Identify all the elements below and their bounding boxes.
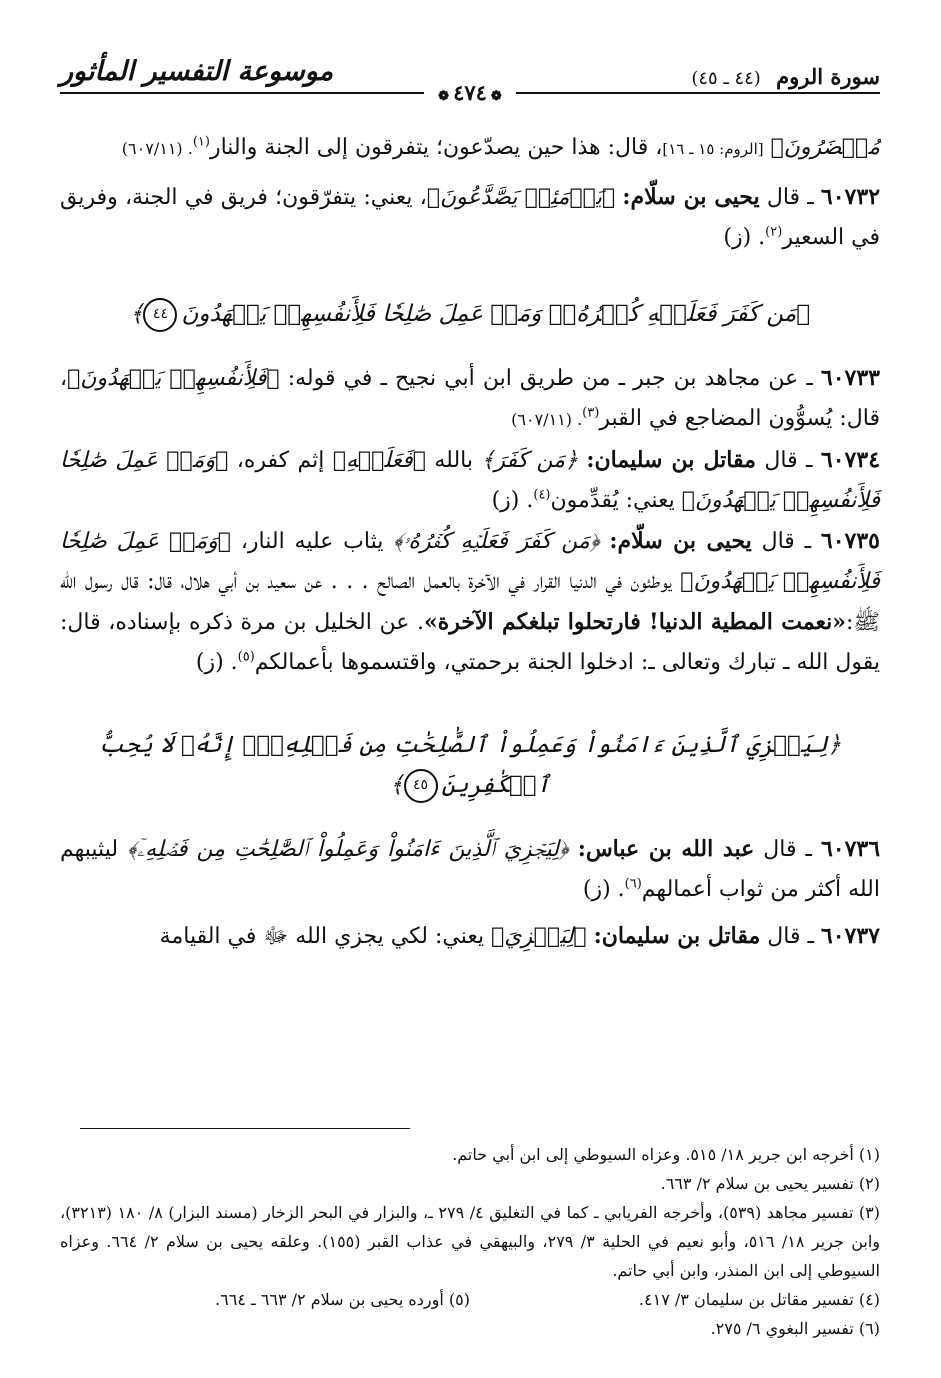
narrator-name: مقاتل بن سليمان: [593, 923, 761, 949]
entry-intro: ـ قال [764, 448, 813, 473]
entry-60737 [60, 916, 880, 957]
verse-reference: [الروم: ١٥ ـ ١٦] [662, 140, 764, 158]
entry-text: ، قال: يُسوُّون المضاجع في القبر [60, 366, 880, 431]
paragraph-continued [60, 128, 880, 169]
quran-quote: ﴿مَن كَفَرَ﴾ [481, 448, 578, 473]
entry-number: ٦٠٧٣٤ [820, 447, 881, 473]
entry-60736 [60, 829, 880, 910]
entry-end: . (ز) [195, 650, 238, 675]
quran-quote: ﴿فَعَلَيۡهِ﴾ [332, 448, 426, 473]
entry-end: . (ز) [582, 877, 625, 902]
header-book-title: موسوعة التفسير المأثور [60, 56, 334, 87]
quran-quote: ﴿وَمَنۡ عَمِلَ صَٰلِحٗا فَلِأَنفُسِهِمۡ يَمۡهَدُونَ﴾ [60, 529, 881, 594]
entry-60732 [60, 177, 880, 258]
page [60, 50, 880, 1350]
footnote-rule [80, 1128, 410, 1129]
entry-text: ـ عن مجاهد بن جبر ـ من طريق ابن أبي نجيح ـ في قوله: [287, 366, 813, 391]
verse-text: ﴿لِيَجۡزِيَ ٱلَّذِينَ ءَامَنُواْ وَعَمِلُواْ ٱلصَّٰلِحَٰتِ مِن فَضۡلِهِۦٓۚ إِنَّهُۥ لَا يُحِبُّ ٱلۡكَٰفِرِينَ [98, 732, 842, 798]
footnote-row-4-5 [60, 1285, 880, 1314]
entry-text: يوطئون في الدنيا القرار في الآخرة بالعمل الصالح . . . عن سعيد بن أبي هلال، قال: قال رسول الله ﷺ: [60, 569, 880, 635]
entry-intro: ـ قال [763, 837, 812, 862]
entry-intro: ـ قال [766, 185, 814, 210]
ayah-number-badge: ٤٤ [143, 298, 177, 332]
entry-intro: ـ قال [767, 924, 814, 949]
quran-quote: ﴿وَمَنۡ عَمِلَ صَٰلِحٗا فَلِأَنفُسِهِمۡ يَمۡهَدُونَ﴾ [60, 448, 880, 513]
quran-quote: ﴿لِيَجۡزِيَ ٱلَّذِينَ ءَامَنُواْ وَعَمِلُواْ ٱلصَّٰلِحَٰتِ مِن فَضۡلِهِۦٓ﴾ [127, 837, 569, 862]
footnote-3: (٣) تفسير مجاهد (٥٣٩)، وأخرجه الفريابي ـ كما في التغليق ٤/ ٢٧٩ ـ، والبزار في البحر الزخار (مسند البزار) ٨/ ١٨٠ (٣٢١٣)، وابن جرير ١٨/ ٥١٦، وأبو نعيم في الحلية ٣/ ٢٧٩، والبيهقي في عذاب القبر (١٥٥). وعلقه يحيى بن سلام ٢/ ٦٦٤. وعزاه السيوطي إلى ابن المنذر، وابن أبي حاتم. [60, 1203, 881, 1280]
entry-end: . (ز) [491, 488, 534, 513]
page-number-wrap [60, 80, 880, 110]
surah-name: سورة الروم [776, 64, 880, 89]
paragraph-text: ، قال: هذا حين يصدّعون؛ يتفرقون إلى الجنة والنار [209, 135, 663, 160]
quran-quote: ﴿لِيَجۡزِيَ﴾ [491, 924, 587, 949]
footnote-marker: (٤) [533, 487, 551, 503]
quran-quote: ﴿مَن كَفَرَ فَعَلَيۡهِ كُفۡرُهُۥ﴾ [393, 529, 600, 554]
hadith-text: «نعمت المطية الدنيا! فارتحلوا تبلغكم الآخرة» [424, 609, 846, 635]
footnote-6: (٦) تفسير البغوي ٦/ ٢٧٥. [710, 1319, 880, 1338]
footnote-5: (٥) أورده يحيى بن سلام ٢/ ٦٦٣ ـ ٦٦٤. [215, 1290, 470, 1309]
entry-60734 [60, 440, 880, 521]
entry-text: يثاب عليه النار، [240, 529, 384, 554]
verse-text: ﴿مَن كَفَرَ فَعَلَيۡهِ كُفۡرُهُۥۖ وَمَنۡ عَمِلَ صَٰلِحٗا فَلِأَنفُسِهِمۡ يَمۡهَدُونَ [181, 301, 811, 327]
source-ref: . (٦٠٧/١١) [121, 139, 193, 158]
entry-text: . عن الخليل بن مرة ذكره بإسناده، قال: يقول الله ـ تبارك وتعالى ـ: ادخلوا الجنة برحمتي، واقتسموها بأعمالكم [60, 610, 880, 675]
verse-45 [60, 725, 880, 805]
entry-number: ٦٠٧٣٥ [820, 528, 880, 554]
entry-60735 [60, 521, 880, 683]
footnote-marker: (٢) [765, 224, 783, 240]
entry-text: يعني: يُقدِّمون [550, 488, 675, 513]
verse-44 [60, 294, 880, 334]
footnote-4: (٤) تفسير مقاتل بن سليمان ٣/ ٤١٧. [638, 1290, 880, 1309]
entry-text: ليثيبهم الله أكثر من ثواب أعمالهم [60, 837, 880, 902]
header-verse-range: (٤٤ ـ ٤٥) [691, 68, 761, 89]
source-ref: . (٦٠٧/١١) [511, 410, 583, 429]
quran-quote: مُحۡضَرُونَ﴾ [770, 135, 880, 160]
ayah-number-badge: ٤٥ [404, 769, 438, 803]
entry-end: . (ز) [723, 225, 766, 250]
narrator-name: مقاتل بن سليمان: [586, 447, 756, 473]
entry-intro: ـ قال [761, 529, 812, 554]
entry-text: ، يعني: يتفرّقون؛ فريق في الجنة، وفريق في السعير [60, 185, 880, 250]
footnote-marker: (٥) [237, 649, 255, 665]
entry-number: ٦٠٧٣٣ [820, 365, 880, 391]
verse-close: ﴾ [390, 772, 404, 798]
quran-quote: ﴿فَلِأَنفُسِهِمۡ يَمۡهَدُونَ﴾ [67, 366, 280, 391]
quran-quote: ﴿يَوۡمَئِذٖ يَصَّدَّعُونَ﴾ [426, 185, 616, 210]
entry-text: بالله [434, 448, 473, 473]
narrator-name: عبد الله بن عباس: [577, 836, 755, 862]
page-header [60, 50, 880, 105]
entry-number: ٦٠٧٣٧ [820, 923, 880, 949]
page-number-box [424, 80, 516, 110]
entry-number: ٦٠٧٣٢ [820, 184, 881, 210]
footnote-marker: (١) [192, 134, 210, 150]
ornament-icon: ❁ [438, 89, 450, 104]
verse-close: ﴾ [129, 301, 144, 327]
ornament-icon: ❁ [490, 89, 502, 104]
entry-text: إثم كفره، [236, 448, 325, 473]
entry-text: يعني: لكي يجزي الله ﷻ في القيامة [159, 924, 485, 949]
narrator-name: يحيى بن سلّام: [609, 528, 752, 554]
page-number: ٤٧٤ [453, 80, 487, 105]
entry-60733 [60, 358, 880, 440]
footnotes [60, 1140, 880, 1343]
entry-number: ٦٠٧٣٦ [820, 836, 881, 862]
page-body [60, 128, 880, 957]
narrator-name: يحيى بن سلّام: [622, 184, 760, 210]
footnote-marker: (٣) [582, 405, 600, 421]
footnote-marker: (٦) [624, 876, 642, 892]
footnote-1: (١) أخرجه ابن جرير ١٨/ ٥١٥. وعزاه السيوطي إلى ابن أبي حاتم. [452, 1145, 880, 1164]
footnote-2: (٢) تفسير يحيى بن سلام ٢/ ٦٦٣. [660, 1174, 880, 1193]
